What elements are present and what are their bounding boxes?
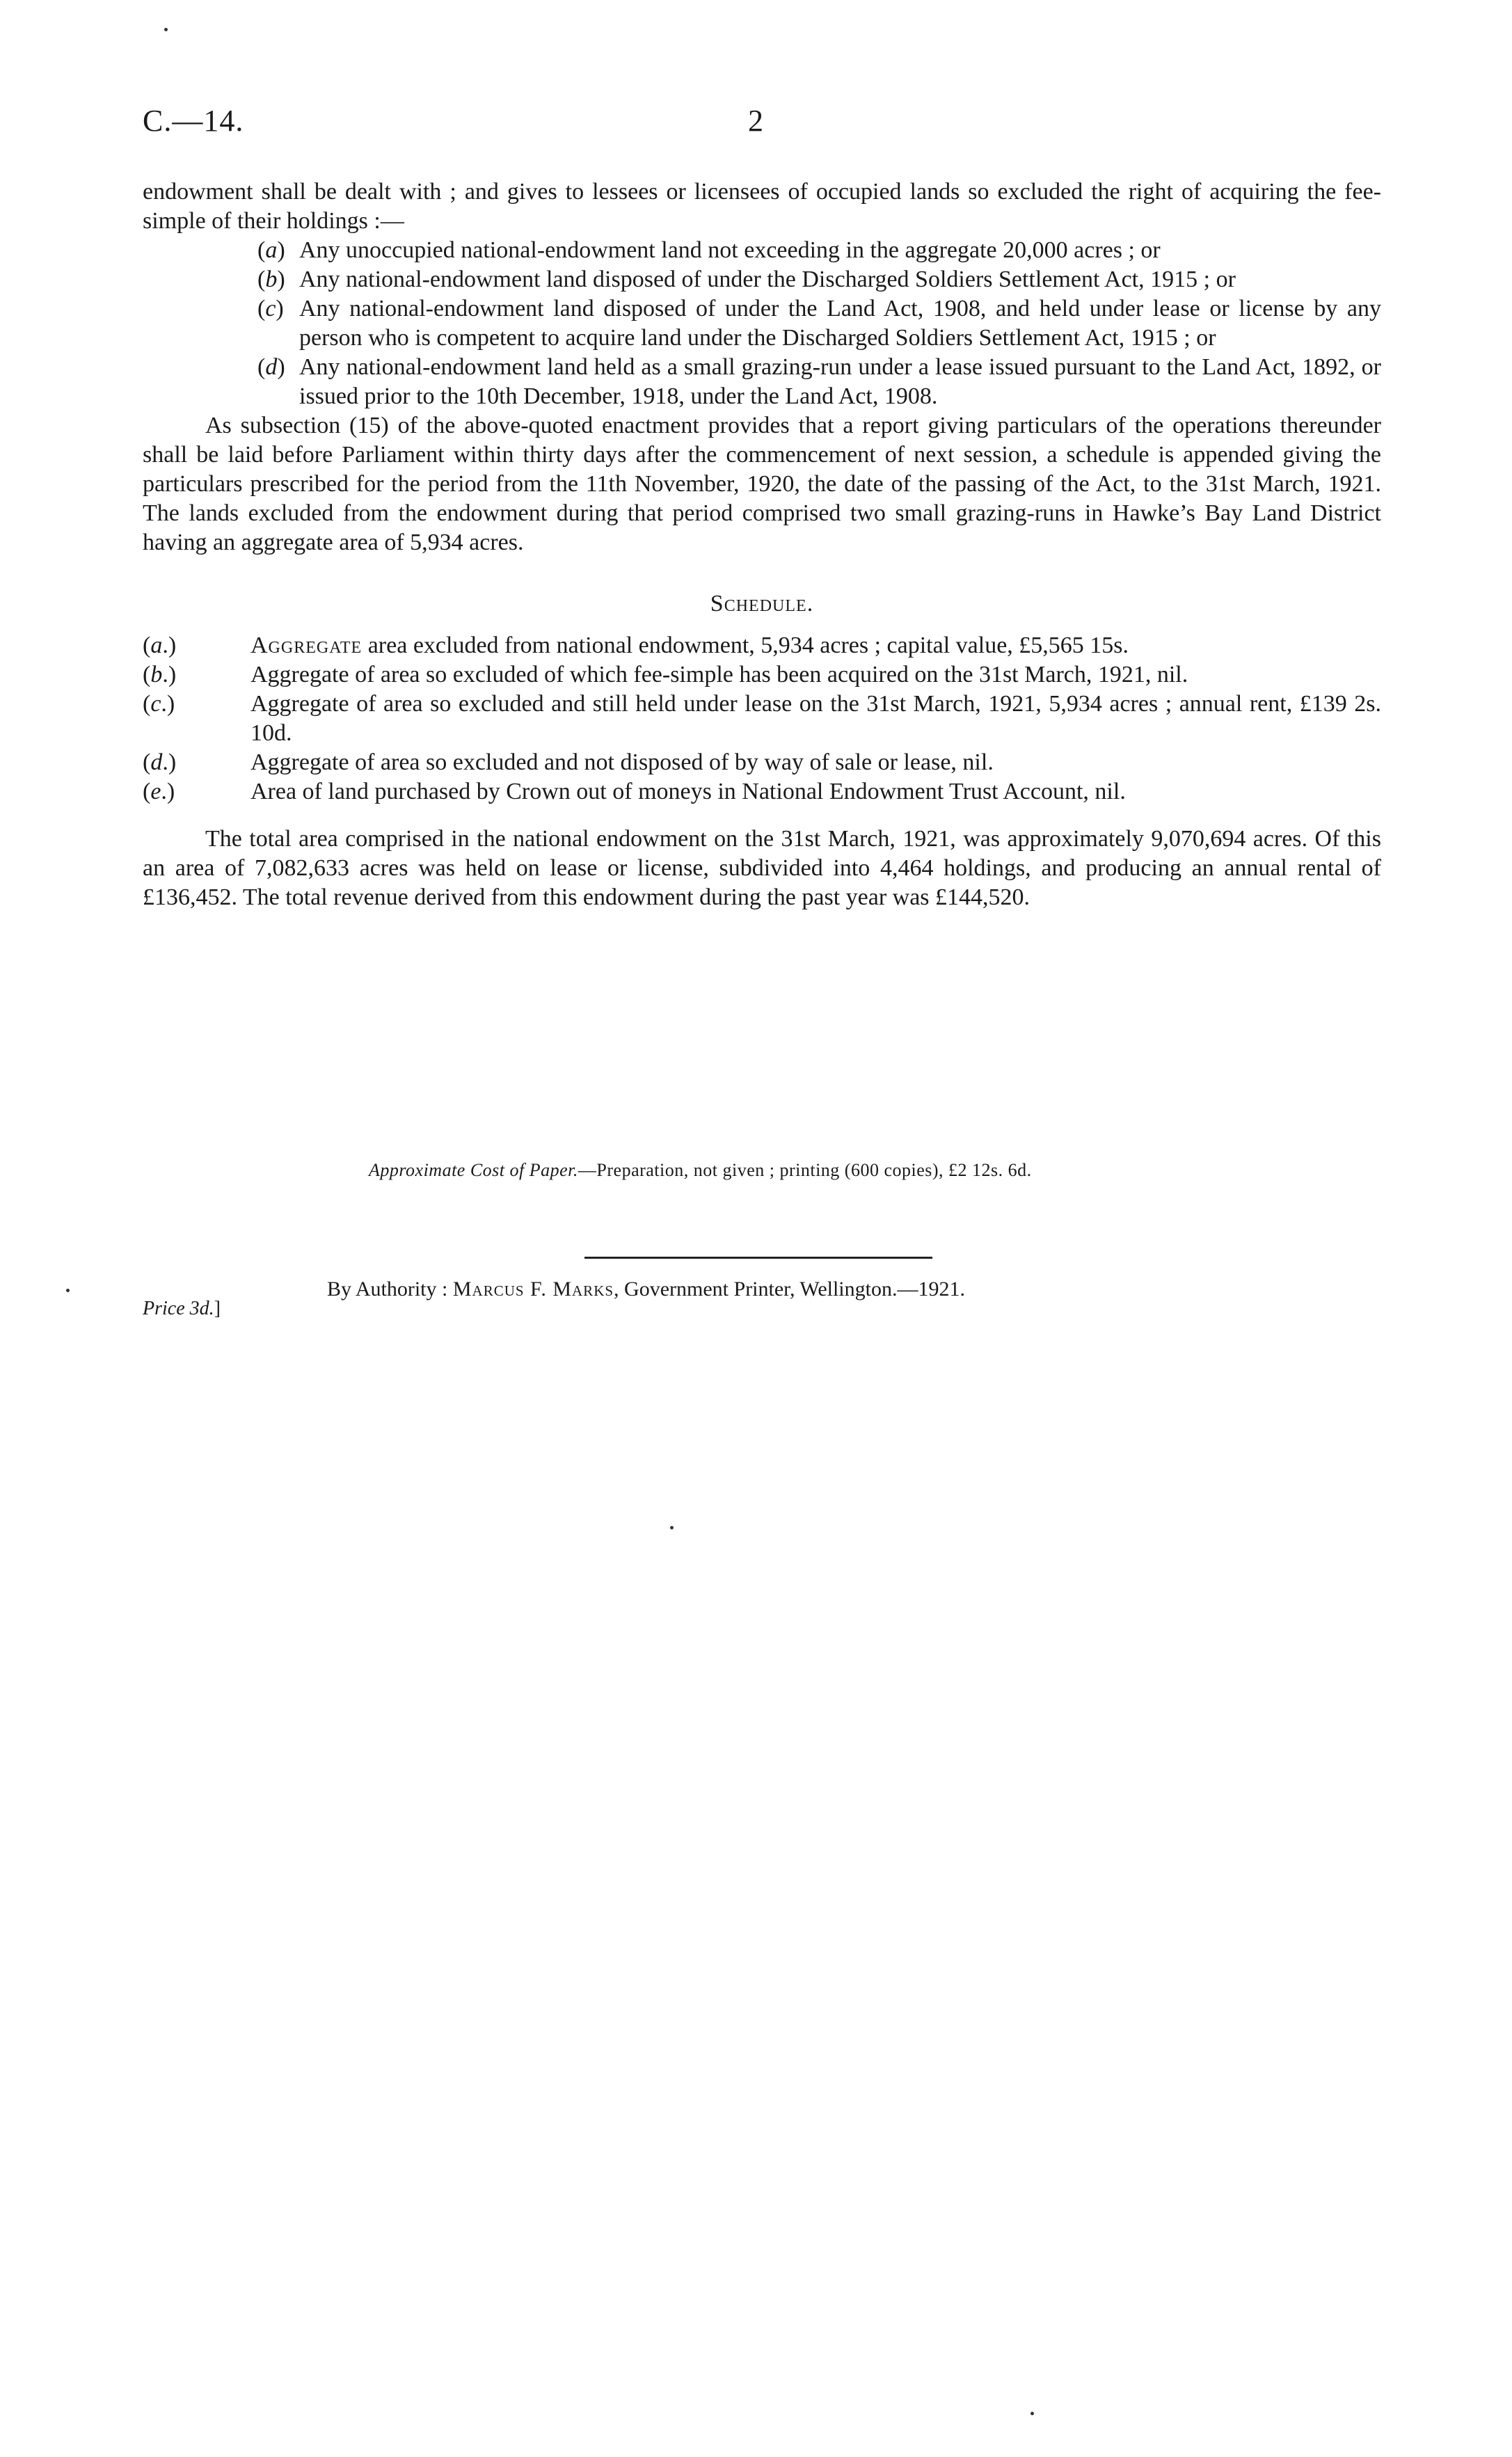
schedule-item bbox=[143, 631, 1381, 660]
subsection-paragraph: As subsection (15) of the above-quoted enactment provides that a report giving particulars of the operations thereunder shall be laid before Parliament within thirty days after the commencement of next session, a schedule is appended giving the particulars prescribed for the period from the 11th November, 1920, the date of the passing of the Act, to the 31st March, 1921. The lands excluded from the endowment during that period comprised two small grazing-runs in Hawke’s Bay Land District having an aggregate area of 5,934 acres. bbox=[143, 413, 1381, 555]
authority-prefix: By Authority : bbox=[327, 1278, 453, 1301]
cost-label: Approximate Cost of Paper. bbox=[369, 1160, 578, 1180]
price-note bbox=[143, 1298, 221, 1320]
clause-list bbox=[143, 236, 1381, 411]
intro-paragraph: endowment shall be dealt with ; and gives to lessees or licensees of occupied lands so excluded the right of acquiring the fee-simple of their holdings :— bbox=[143, 179, 1381, 234]
body-text bbox=[143, 177, 1381, 912]
schedule-text: Area of land purchased by Crown out of moneys in National Endowment Trust Account, nil. bbox=[250, 779, 1126, 804]
spacer bbox=[143, 806, 1381, 825]
schedule-title: Schedule. bbox=[710, 591, 814, 617]
schedule-marker: (a.) bbox=[143, 633, 177, 658]
schedule-item bbox=[143, 660, 1381, 690]
page-header bbox=[143, 103, 1381, 145]
clause-text: Any national-endowment land disposed of under the Land Act, 1908, and held under lease or license by any person who is competent to acquire land under the Discharged Soldiers Settlement Act, 1915 ; or bbox=[299, 296, 1381, 351]
schedule-item bbox=[143, 748, 1381, 777]
cost-of-paper-note bbox=[369, 1160, 1032, 1181]
authority-line bbox=[327, 1278, 965, 1301]
clause-item bbox=[143, 265, 1381, 294]
schedule-text: Aggregate of area so excluded of which fee-simple has been acquired on the 31st March, 1921, nil. bbox=[250, 662, 1188, 687]
clause-marker: (b) bbox=[257, 267, 285, 292]
cost-text: —Preparation, not given ; printing (600 copies), £2 12s. 6d. bbox=[578, 1160, 1032, 1180]
schedule-text: area excluded from national endowment, 5,934 acres ; capital value, £5,565 15s. bbox=[362, 633, 1129, 658]
print-speck bbox=[1030, 2412, 1034, 2415]
price-bracket: ] bbox=[214, 1298, 221, 1319]
schedule-item bbox=[143, 777, 1381, 806]
schedule-marker: (c.) bbox=[143, 691, 175, 717]
schedule-marker: (d.) bbox=[143, 749, 177, 775]
clause-text: Any national-endowment land held as a small grazing-run under a lease issued pursuant to the Land Act, 1892, or issued prior to the 10th December, 1918, under the Land Act, 1908. bbox=[299, 354, 1381, 409]
schedule-text: Aggregate of area so excluded and still held under lease on the 31st March, 1921, 5,934 acres ; annual rent, £139 2s. 10d. bbox=[250, 691, 1381, 746]
clause-text: Any national-endowment land disposed of under the Discharged Soldiers Settlement Act, 1915 ; or bbox=[299, 267, 1236, 292]
clause-marker: (c) bbox=[257, 296, 284, 321]
clause-item bbox=[143, 294, 1381, 353]
document-reference: C.—14. bbox=[143, 104, 244, 138]
printer-name: Marcus F. Marks bbox=[452, 1278, 614, 1301]
total-paragraph: The total area comprised in the national endowment on the 31st March, 1921, was approximately 9,070,694 acres. Of this an area of 7,082,633 acres was held on lease or license, subdivided into 4,464 holdings, and producing an annual rental of £136,452. The total revenue derived from this endowment during the past year was £144,520. bbox=[143, 826, 1381, 910]
authority-suffix: , Government Printer, Wellington.—1921. bbox=[614, 1278, 965, 1301]
schedule-marker: (e.) bbox=[143, 779, 175, 804]
clause-item bbox=[143, 236, 1381, 265]
print-speck bbox=[66, 1289, 70, 1292]
clause-marker: (a) bbox=[257, 237, 285, 263]
print-speck bbox=[670, 1526, 674, 1529]
divider-rule bbox=[584, 1257, 932, 1259]
price-label: Price 3d. bbox=[143, 1298, 214, 1319]
clause-text: Any unoccupied national-endowment land not exceeding in the aggregate 20,000 acres ; or bbox=[299, 237, 1161, 263]
clause-item bbox=[143, 353, 1381, 411]
print-speck bbox=[164, 28, 168, 31]
clause-marker: (d) bbox=[257, 354, 285, 380]
schedule-text: Aggregate of area so excluded and not disposed of by way of sale or lease, nil. bbox=[250, 749, 994, 775]
schedule-lead: Aggregate bbox=[250, 633, 363, 658]
page-number: 2 bbox=[748, 104, 763, 138]
schedule-marker: (b.) bbox=[143, 662, 177, 687]
schedule-item bbox=[143, 690, 1381, 748]
